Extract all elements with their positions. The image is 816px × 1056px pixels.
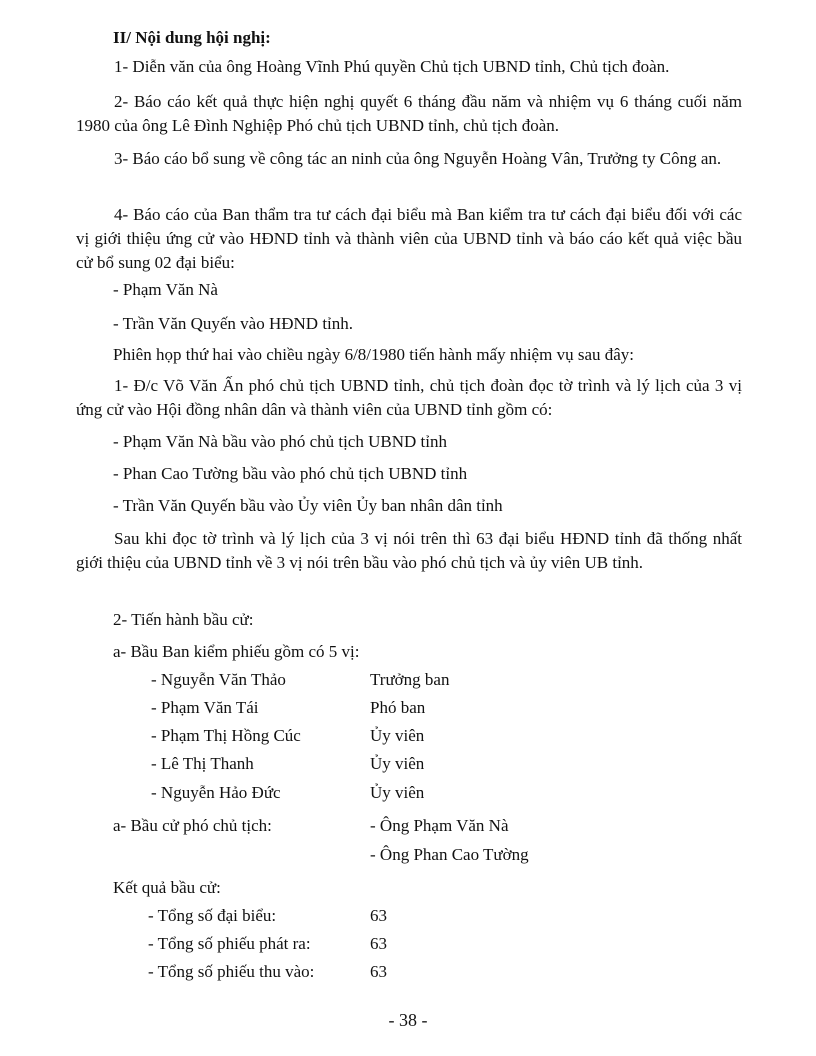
result-heading: Kết quả bầu cử:	[113, 878, 221, 897]
result-value: 63	[370, 962, 387, 981]
result-label: - Tổng số đại biểu:	[148, 906, 277, 925]
session2-intro: Phiên họp thứ hai vào chiều ngày 6/8/1980 tiến hành mấy nhiệm vụ sau đây:	[113, 345, 635, 364]
election-heading: 2- Tiến hành bầu cử:	[113, 610, 254, 629]
candidate-2: - Phan Cao Tường bầu vào phó chủ tịch UBND tỉnh	[113, 464, 468, 483]
board-member-name: - Lê Thị Thanh	[151, 754, 254, 773]
board-member-name: - Nguyễn Hảo Đức	[151, 783, 281, 802]
delegate-1: - Phạm Văn Nà	[113, 280, 218, 299]
agenda-item-4: 4- Báo cáo của Ban thẩm tra tư cách đại biểu mà Ban kiểm tra tư cách đại biểu đối với các vị giới thiệu ứng cử vào HĐND tỉnh và thành viên của UBND tỉnh và báo cáo kết quả việc bầu cử bổ sung 02 đại biểu:	[76, 205, 742, 272]
candidate-3: - Trần Văn Quyến bầu vào Ủy viên Ủy ban nhân dân tỉnh	[113, 496, 503, 515]
board-member-name: - Phạm Văn Tái	[151, 698, 259, 717]
agenda-item-2: 2- Báo cáo kết quả thực hiện nghị quyết 6 tháng đầu năm và nhiệm vụ 6 tháng cuối năm 1980 của ông Lê Đình Nghiệp Phó chủ tịch UBND tỉnh, chủ tịch đoàn.	[76, 92, 742, 135]
section-heading: II/ Nội dung hội nghị:	[113, 28, 271, 47]
board-member-role: Ủy viên	[370, 726, 425, 745]
vice-candidate-1: - Ông Phạm Văn Nà	[370, 816, 509, 835]
candidate-1: - Phạm Văn Nà bầu vào phó chủ tịch UBND tỉnh	[113, 432, 447, 451]
agenda-item-1: 1- Diễn văn của ông Hoàng Vĩnh Phú quyền Chủ tịch UBND tỉnh, Chủ tịch đoàn.	[114, 57, 670, 76]
board-member-role: Ủy viên	[370, 754, 425, 773]
vice-candidate-2: - Ông Phan Cao Tường	[370, 845, 529, 864]
page-number: - 38 -	[388, 1010, 428, 1030]
session2-item-1: 1- Đ/c Võ Văn Ấn phó chủ tịch UBND tỉnh, chủ tịch đoàn đọc tờ trình và lý lịch của 3 vị ứng cử vào Hội đồng nhân dân và thành viên của UBND tỉnh gồm có:	[76, 376, 742, 419]
agenda-item-3: 3- Báo cáo bổ sung về công tác an ninh của ông Nguyễn Hoàng Vân, Trưởng ty Công an.	[114, 149, 722, 168]
board-member-role: Phó ban	[370, 698, 426, 717]
board-member-name: - Phạm Thị Hồng Cúc	[151, 726, 301, 745]
result-value: 63	[370, 906, 387, 925]
board-heading: a- Bầu Ban kiểm phiếu gồm có 5 vị:	[113, 642, 360, 661]
delegate-2: - Trần Văn Quyến vào HĐND tỉnh.	[113, 314, 354, 333]
result-label: - Tổng số phiếu thu vào:	[148, 962, 315, 981]
after-reading-paragraph: Sau khi đọc tờ trình và lý lịch của 3 vị nói trên thì 63 đại biểu HĐND tỉnh đã thống nhất giới thiệu của UBND tỉnh về 3 vị nói trên bầu vào phó chủ tịch và ủy viên UB tỉnh.	[76, 529, 742, 572]
board-member-role: Trưởng ban	[370, 670, 450, 689]
board-member-name: - Nguyễn Văn Thảo	[151, 670, 286, 689]
vice-election-heading: a- Bầu cử phó chủ tịch:	[113, 816, 272, 835]
result-value: 63	[370, 934, 387, 953]
board-member-role: Ủy viên	[370, 783, 425, 802]
result-label: - Tổng số phiếu phát ra:	[148, 934, 311, 953]
